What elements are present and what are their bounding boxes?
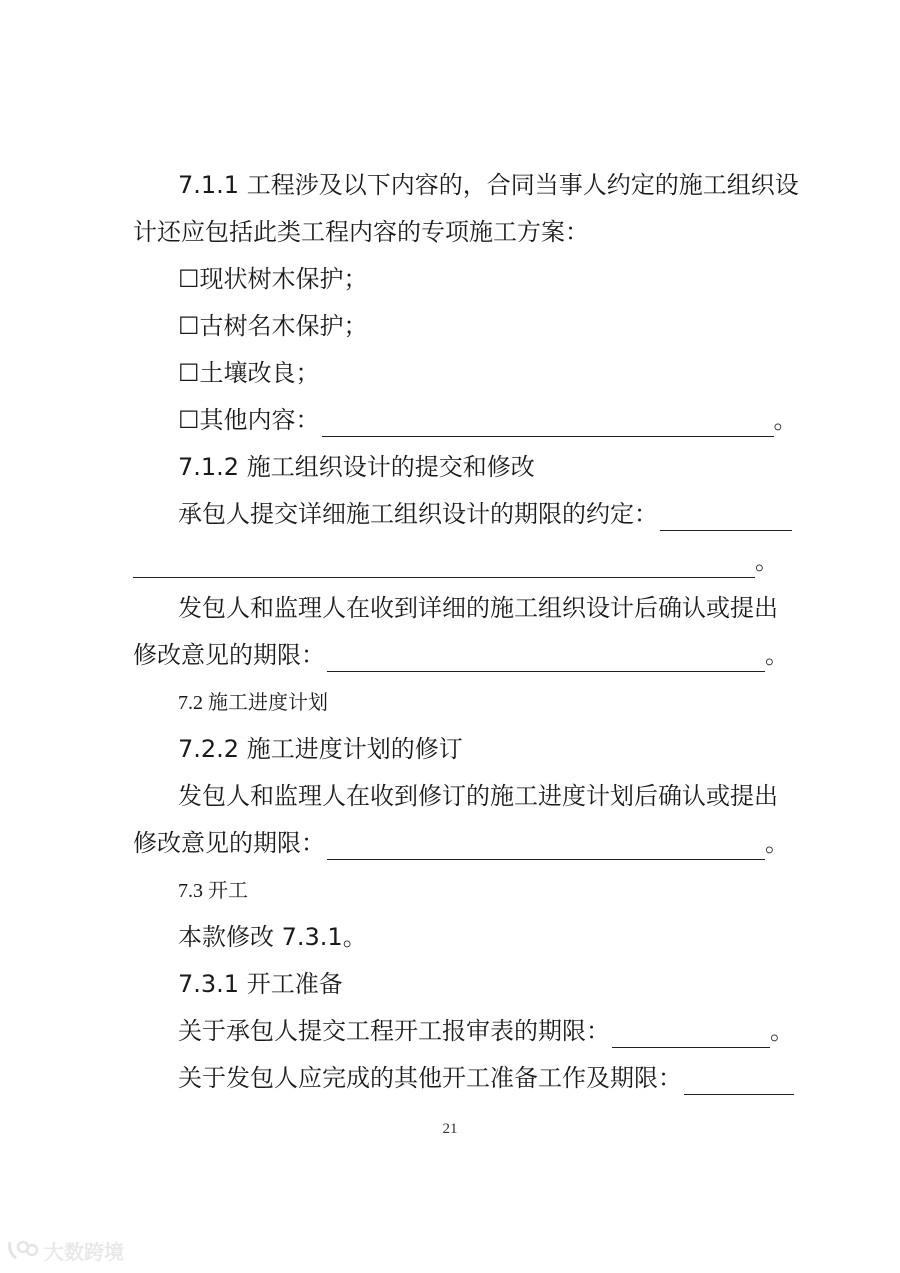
confirm-period-line-2 (133, 826, 789, 860)
submission-period-cont (133, 544, 779, 578)
confirm-period-label: 修改意见的期限： (133, 641, 325, 669)
period-mark: 。 (770, 1017, 794, 1045)
other-prep-blank[interactable] (684, 1070, 794, 1095)
other-prep-line (178, 1061, 794, 1095)
other-prep-label: 关于发包人应完成的其他开工准备工作及期限： (178, 1064, 682, 1092)
watermark (6, 1236, 124, 1265)
period-mark: 。 (755, 547, 779, 575)
clause-7-3-1: 7.3.1 开工准备 (178, 970, 343, 998)
period-mark: 。 (773, 406, 798, 434)
other-blank[interactable] (322, 412, 774, 437)
clause-7-1-1: 7.1.1 工程涉及以下内容的，合同当事人约定的施工组织设 (178, 171, 799, 199)
brand-logo-icon (6, 1238, 40, 1264)
confirm-period-blank-1[interactable] (327, 647, 765, 672)
start-report-line (178, 1014, 794, 1048)
checkbox-item-other (178, 403, 798, 437)
confirm-text-2: 发包人和监理人在收到修订的施工进度计划后确认或提出 (178, 782, 778, 810)
section-7-2: 7.2 施工进度计划 (178, 692, 328, 714)
confirm-period-line-1 (133, 638, 789, 672)
other-label: ☐其他内容： (178, 406, 320, 434)
confirm-period-label: 修改意见的期限： (133, 829, 325, 857)
start-report-blank[interactable] (612, 1023, 770, 1048)
checkbox-item-soil: ☐土壤改良； (178, 359, 320, 387)
confirm-period-blank-2[interactable] (327, 835, 765, 860)
watermark-text: 大数跨境 (44, 1240, 124, 1264)
submission-period-blank-2[interactable] (133, 553, 755, 578)
start-report-label: 关于承包人提交工程开工报审表的期限： (178, 1017, 610, 1045)
checkbox-item-trees: ☐现状树木保护； (178, 265, 368, 293)
clause-7-1-1-cont: 计还应包括此类工程内容的专项施工方案： (133, 218, 589, 246)
amendment-note: 本款修改 7.3.1。 (178, 923, 367, 951)
clause-7-2-2: 7.2.2 施工进度计划的修订 (178, 735, 463, 763)
submission-period-blank[interactable] (660, 506, 792, 531)
page-number: 21 (442, 1121, 458, 1137)
confirm-text-1: 发包人和监理人在收到详细的施工组织设计后确认或提出 (178, 594, 778, 622)
submission-period-line (178, 497, 792, 531)
period-mark: 。 (765, 641, 789, 669)
period-mark: 。 (765, 829, 789, 857)
section-7-3: 7.3 开工 (178, 880, 248, 902)
checkbox-item-ancient-trees: ☐古树名木保护； (178, 312, 368, 340)
submission-period-label: 承包人提交详细施工组织设计的期限的约定： (178, 500, 658, 528)
clause-7-1-2: 7.1.2 施工组织设计的提交和修改 (178, 453, 535, 481)
